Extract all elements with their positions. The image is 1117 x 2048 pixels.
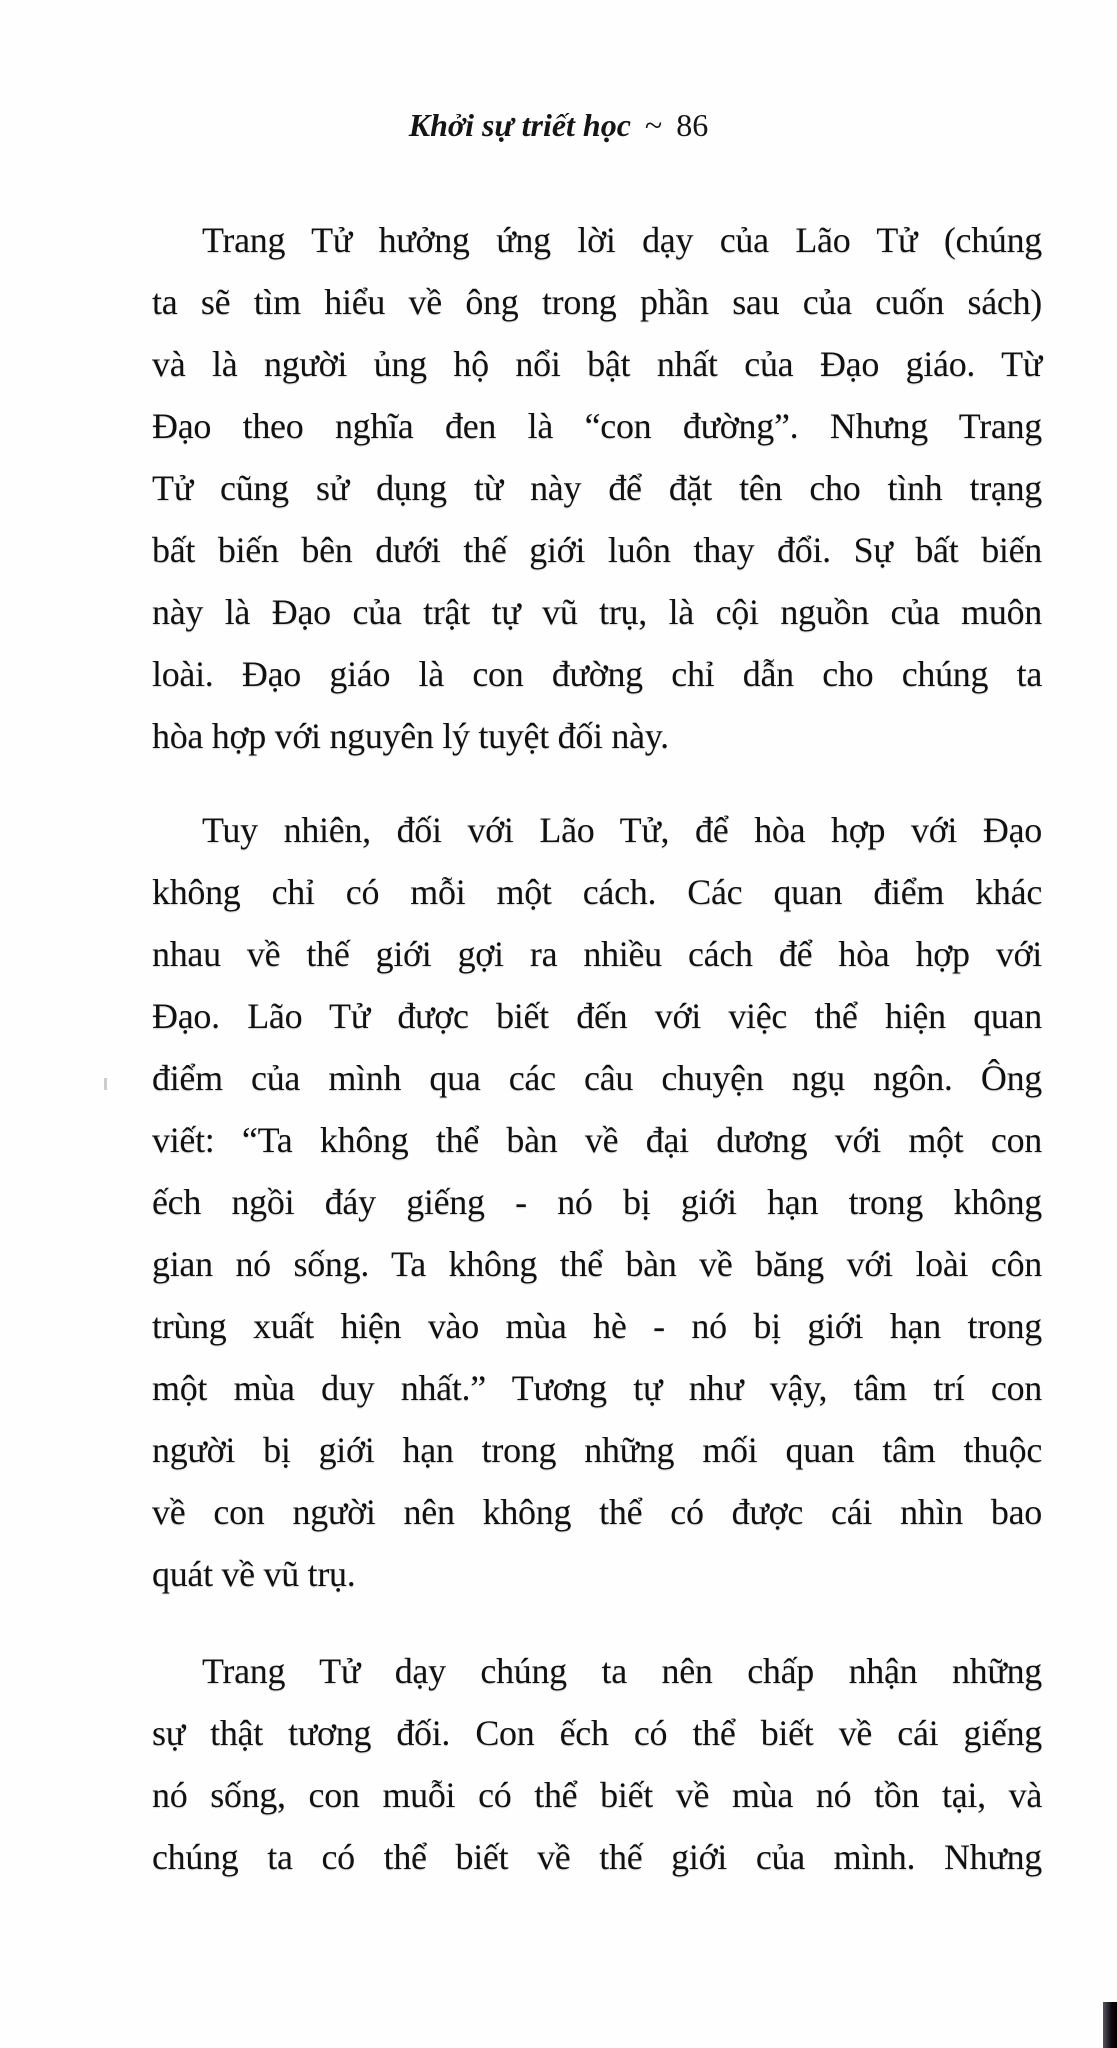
text-line: không chỉ có mỗi một cách. Các quan điểm khác: [152, 872, 1042, 912]
text-line: hòa hợp với nguyên lý tuyệt đối này.: [152, 716, 669, 756]
paragraph-2: [152, 799, 1042, 1605]
text-line: về con người nên không thể có được cái nhìn bao: [152, 1492, 1042, 1532]
text-line: nhau về thế giới gợi ra nhiều cách để hòa hợp với: [152, 934, 1042, 974]
header-separator: ~: [644, 107, 663, 143]
text-line: gian nó sống. Ta không thể bàn về băng với loài côn: [152, 1244, 1042, 1284]
text-line: một mùa duy nhất.” Tương tự như vậy, tâm trí con: [152, 1368, 1042, 1408]
text-line: Tử cũng sử dụng từ này để đặt tên cho tình trạng: [152, 468, 1042, 508]
text-line: loài. Đạo giáo là con đường chỉ dẫn cho chúng ta: [152, 654, 1042, 694]
text-line: ta sẽ tìm hiểu về ông trong phần sau của cuốn sách): [152, 282, 1042, 322]
text-line: ếch ngồi đáy giếng - nó bị giới hạn trong không: [152, 1182, 1042, 1222]
text-line: Tuy nhiên, đối với Lão Tử, để hòa hợp với Đạo: [202, 810, 1042, 850]
text-line: Đạo theo nghĩa đen là “con đường”. Nhưng Trang: [152, 406, 1042, 446]
text-line: sự thật tương đối. Con ếch có thể biết về cái giếng: [152, 1713, 1042, 1753]
text-line: trùng xuất hiện vào mùa hè - nó bị giới hạn trong: [152, 1306, 1042, 1346]
page-corner-shadow: [1103, 2002, 1117, 2048]
text-line: chúng ta có thể biết về thế giới của mình. Nhưng: [152, 1837, 1042, 1877]
page-number: 86: [676, 107, 709, 143]
paragraph-3: [152, 1640, 1042, 1888]
text-line: bất biến bên dưới thế giới luôn thay đổi. Sự bất biến: [152, 530, 1042, 570]
book-title: Khởi sự triết học: [408, 107, 631, 143]
text-line: Trang Tử hưởng ứng lời dạy của Lão Tử (chúng: [202, 220, 1042, 260]
running-header: [0, 100, 1117, 150]
text-line: điểm của mình qua các câu chuyện ngụ ngôn. Ông: [152, 1058, 1042, 1098]
scan-artifact: [104, 1078, 107, 1090]
text-line: Trang Tử dạy chúng ta nên chấp nhận những: [202, 1651, 1042, 1691]
text-line: nó sống, con muỗi có thể biết về mùa nó tồn tại, và: [152, 1775, 1042, 1815]
text-line: người bị giới hạn trong những mối quan tâm thuộc: [152, 1430, 1042, 1470]
text-line: Đạo. Lão Tử được biết đến với việc thể hiện quan: [152, 996, 1042, 1036]
text-line: quát về vũ trụ.: [152, 1554, 356, 1594]
text-line: này là Đạo của trật tự vũ trụ, là cội nguồn của muôn: [152, 592, 1042, 632]
paragraph-1: [152, 209, 1042, 767]
text-line: và là người ủng hộ nổi bật nhất của Đạo giáo. Từ: [152, 344, 1042, 384]
text-line: viết: “Ta không thể bàn về đại dương với một con: [152, 1120, 1042, 1160]
